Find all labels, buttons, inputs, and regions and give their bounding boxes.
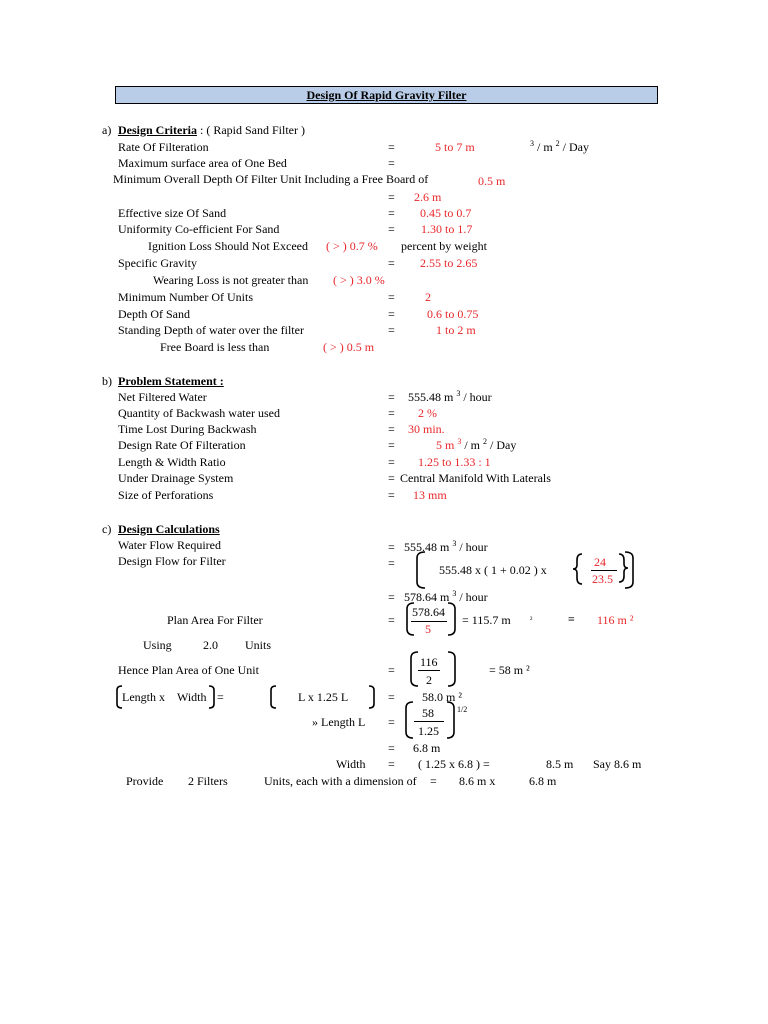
equals-sign: = xyxy=(388,190,395,204)
criteria-heading: Design Criteria : ( Rapid Sand Filter ) xyxy=(118,123,305,137)
using-value: 2.0 xyxy=(203,638,218,652)
standing-value: 1 to 2 m xyxy=(436,323,476,337)
standing-label: Standing Depth of water over the filter xyxy=(118,323,304,337)
length-power: 1/2 xyxy=(457,705,468,714)
units-value: 2 xyxy=(425,290,431,304)
plan-rounded: 116 m ² xyxy=(597,613,634,627)
lw-expression: L x 1.25 L xyxy=(298,690,349,704)
design-flow-denominator: 23.5 xyxy=(592,572,613,586)
length-label: » Length L xyxy=(312,715,366,729)
equals-sign: = xyxy=(388,613,395,627)
equals-sign: = xyxy=(388,690,395,704)
equals-sign: = xyxy=(388,471,395,485)
lw-result: 58.0 m ² xyxy=(422,690,462,704)
design-rate-label: Design Rate Of Filteration xyxy=(118,438,246,452)
units-label: Minimum Number Of Units xyxy=(118,290,253,304)
ratio-label: Length & Width Ratio xyxy=(118,455,226,469)
backwash-label: Quantity of Backwash water used xyxy=(118,406,280,420)
uniformity-label: Uniformity Co-efficient For Sand xyxy=(118,222,280,236)
using-unit: Units xyxy=(245,638,272,652)
equals-sign: = xyxy=(388,290,395,304)
wearing-label: Wearing Loss is not greater than xyxy=(153,273,309,287)
eff-size-label: Effective size Of Sand xyxy=(118,206,227,220)
one-unit-fraction-bar xyxy=(418,670,440,671)
width-label: Width xyxy=(336,757,366,771)
plan-area-label: Plan Area For Filter xyxy=(167,613,263,627)
equals-sign: = xyxy=(388,455,395,469)
provide-label: Provide xyxy=(126,774,164,788)
gravity-label: Specific Gravity xyxy=(118,256,197,270)
perforation-value: 13 mm xyxy=(413,488,447,502)
equals-sign: = xyxy=(388,663,395,677)
ignition-label: Ignition Loss Should Not Exceed xyxy=(148,239,308,253)
time-value: 30 min. xyxy=(408,422,445,436)
equals-sign: = xyxy=(388,422,395,436)
provide-count: 2 Filters xyxy=(188,774,228,788)
flow-req-value: 555.48 m $^3$ / hour xyxy=(404,539,488,554)
equals-sign: = xyxy=(388,222,395,236)
lw-close-bracket xyxy=(207,684,217,710)
equals-sign: = xyxy=(430,774,437,788)
provide-dimension-1: 8.6 m x xyxy=(459,774,496,788)
equals-sign: = xyxy=(388,390,395,404)
equals-sign: = xyxy=(388,438,395,452)
design-flow-close-bracket xyxy=(617,550,637,590)
equals-sign: = xyxy=(388,206,395,220)
plan-result: = 115.7 m xyxy=(462,613,511,627)
length-fraction-bar xyxy=(414,721,444,722)
design-flow-fraction-bar xyxy=(591,570,617,571)
page-title: Design Of Rapid Gravity Filter xyxy=(115,86,658,104)
equals-sign: = xyxy=(388,741,395,755)
depth-sand-value: 0.6 to 0.75 xyxy=(427,307,479,321)
one-unit-close-bracket xyxy=(446,650,458,688)
equals-sign: = xyxy=(388,406,395,420)
ignition-value: ( > ) 0.7 % xyxy=(326,239,378,253)
equals-sign: = xyxy=(388,590,395,604)
plan-close-bracket xyxy=(446,601,458,637)
equals-sign: = xyxy=(388,715,395,729)
max-area-label: Maximum surface area of One Bed xyxy=(118,156,287,170)
length-result: 6.8 m xyxy=(413,741,441,755)
design-flow-result: 578.64 m $^3$ / hour xyxy=(404,589,488,604)
rate-value: 5 to 7 m xyxy=(435,140,475,154)
width-result: 8.5 m xyxy=(546,757,574,771)
equals-sign: = xyxy=(388,540,395,554)
design-flow-expression: 555.48 x ( 1 + 0.02 ) x xyxy=(439,563,547,577)
lx-close-bracket xyxy=(367,684,377,710)
equals-sign: = xyxy=(388,140,395,154)
width-say: Say 8.6 m xyxy=(593,757,642,771)
depth-sand-label: Depth Of Sand xyxy=(118,307,190,321)
ignition-unit: percent by weight xyxy=(401,239,487,253)
width-expression: ( 1.25 x 6.8 ) = xyxy=(418,757,490,771)
lw-equals: = xyxy=(217,690,224,704)
using-label: Using xyxy=(143,638,172,652)
equals-sign: = xyxy=(388,323,395,337)
one-unit-result: = 58 m ² xyxy=(489,663,530,677)
provide-dimension-2: 6.8 m xyxy=(529,774,557,788)
wearing-value: ( > ) 3.0 % xyxy=(333,273,385,287)
net-value: 555.48 m $^3$ / hour xyxy=(408,389,492,404)
one-unit-numerator: 116 xyxy=(420,655,438,669)
ratio-value: 1.25 to 1.33 : 1 xyxy=(418,455,491,469)
one-unit-open-bracket xyxy=(408,650,420,688)
freeboard-label: Free Board is less than xyxy=(160,340,270,354)
lx-open-bracket xyxy=(268,684,278,710)
drainage-value: Central Manifold With Laterals xyxy=(400,471,551,485)
length-open-bracket xyxy=(403,700,415,740)
design-rate-value: 5 m $^3$ / m $^2$ / Day xyxy=(436,437,517,452)
one-unit-denominator: 2 xyxy=(426,673,432,687)
equals-sign: = xyxy=(388,256,395,270)
drainage-label: Under Drainage System xyxy=(118,471,234,485)
free-board-value: 0.5 m xyxy=(478,174,506,188)
design-flow-numerator: 24 xyxy=(594,555,606,569)
eff-size-value: 0.45 to 0.7 xyxy=(420,206,472,220)
provide-text: Units, each with a dimension of xyxy=(264,774,417,788)
section-b-marker: b) xyxy=(102,374,112,388)
calc-heading: Design Calculations xyxy=(118,522,220,536)
plan-numerator: 578.64 xyxy=(412,605,445,619)
lw-width: Width xyxy=(177,690,207,704)
equals-sign: = xyxy=(388,307,395,321)
plan-denominator: 5 xyxy=(425,622,431,636)
min-depth-label: Minimum Overall Depth Of Filter Unit Including a Free Board of xyxy=(113,172,429,186)
design-flow-label: Design Flow for Filter xyxy=(118,554,226,568)
length-numerator: 58 xyxy=(422,706,434,720)
length-close-bracket xyxy=(445,700,457,740)
net-label: Net Filtered Water xyxy=(118,390,207,404)
equivalent-symbol: ≡ xyxy=(568,612,575,626)
problem-heading: Problem Statement : xyxy=(118,374,224,388)
rate-unit: $^3$ / m $^2$ / Day xyxy=(530,139,589,154)
plan-result-unit: ² xyxy=(530,615,533,624)
rate-label: Rate Of Filteration xyxy=(118,140,209,154)
equals-sign: = xyxy=(388,757,395,771)
min-depth-value: 2.6 m xyxy=(414,190,442,204)
equals-sign: = xyxy=(388,156,395,170)
lw-length: Length x xyxy=(122,690,165,704)
perforation-label: Size of Perforations xyxy=(118,488,214,502)
design-flow-open-brace xyxy=(572,552,584,586)
gravity-value: 2.55 to 2.65 xyxy=(420,256,478,270)
length-denominator: 1.25 xyxy=(418,724,439,738)
freeboard-value: ( > ) 0.5 m xyxy=(323,340,375,354)
backwash-value: 2 % xyxy=(418,406,437,420)
flow-req-label: Water Flow Required xyxy=(118,538,222,552)
one-unit-label: Hence Plan Area of One Unit xyxy=(118,663,259,677)
equals-sign: = xyxy=(388,556,395,570)
equals-sign: = xyxy=(388,488,395,502)
section-a-marker: a) xyxy=(102,123,112,137)
time-label: Time Lost During Backwash xyxy=(118,422,257,436)
design-flow-open-bracket xyxy=(414,550,428,590)
section-c-marker: c) xyxy=(102,522,112,536)
uniformity-value: 1.30 to 1.7 xyxy=(421,222,473,236)
